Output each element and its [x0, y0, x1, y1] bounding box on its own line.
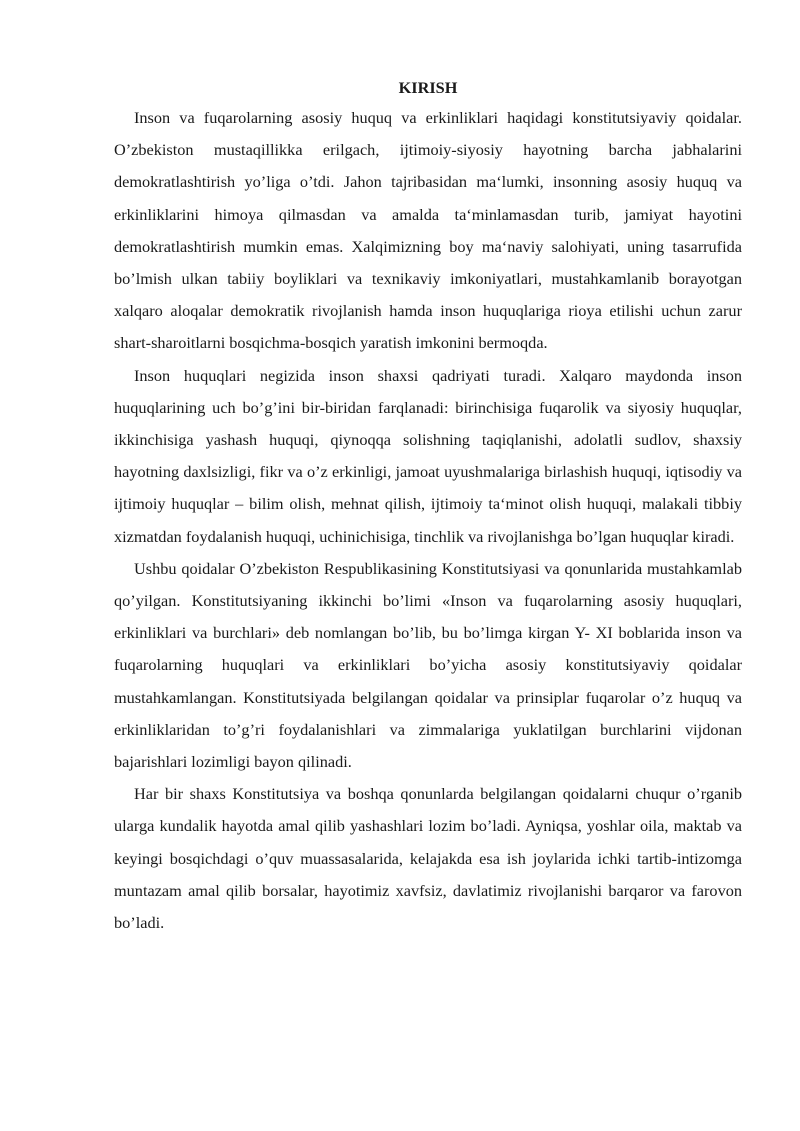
- paragraph-2: Inson huquqlari negizida inson shaxsi qadriyati turadi. Xalqaro maydonda inson huquqlarining uch bo’g’ini bir-biridan farqlanadi: birinchisiga fuqarolik va siyosiy huquqlar, ikkinchisiga yashash huquqi, qiynoqqa solishning taqiqlanishi, adolatli sudlov, shaxsiy hayotning daxlsizligi, fikr va o’z erkinligi, jamoat uyushmalariga birlashish huquqi, iqtisodiy va ijtimoiy huquqlar – bilim olish, mehnat qilish, ijtimoiy ta‘minot olish huquqi, malakali tibbiy xizmatdan foydalanish huquqi, uchinichisiga, tinchlik va rivojlanishga bo’lgan huquqlar kiradi.: [114, 365, 742, 546]
- document-page: [114, 74, 742, 939]
- paragraph-3: Ushbu qoidalar O’zbekiston Respublikasining Konstitutsiyasi va qonunlarida mustahkamlab qo’yilgan. Konstitutsiyaning ikkinchi bo’limi «Inson va fuqarolarning asosiy huquqlari, erkinliklari va burchlari» deb nomlangan bo’lib, bu bo’limga kirgan Y- XI boblarida inson va fuqarolarning huquqlari va erkinliklari bo’yicha asosiy konstitutsiyaviy qoidalar mustahkamlangan. Konstitutsiyada belgilangan qoidalar va prinsiplar fuqarolar o’z huquq va erkinliklaridan to’g’ri foydalanishlari va zimmalariga yuklatilgan burchlarini vijdonan bajarishlari lozimligi bayon qilinadi.: [114, 558, 742, 772]
- paragraph-1: Inson va fuqarolarning asosiy huquq va erkinliklari haqidagi konstitutsiyaviy qoidalar. O’zbekiston mustaqillikka erilgach, ijtimoiy-siyosiy hayotning barcha jabhalarini demokratlashtirish yo’liga o’tdi. Jahon tajribasidan ma‘lumki, insonning asosiy huquq va erkinliklarini himoya qilmasdan va amalda ta‘minlamasdan turib, jamiyat hayotini demokratlashtirish mumkin emas. Xalqimizning boy ma‘naviy salohiyati, uning tasarrufida bo’lmish ulkan tabiiy boyliklari va texnikaviy imkoniyatlari, mustahkamlanib borayotgan xalqaro aloqalar demokratik rivojlanish hamda inson huquqlariga rioya etilishi uchun zarur shart-sharoitlarni bosqichma-bosqich yaratish imkonini bermoqda.: [114, 108, 742, 353]
- paragraph-4: Har bir shaxs Konstitutsiya va boshqa qonunlarda belgilangan qoidalarni chuqur o’rganib ularga kundalik hayotda amal qilib yashashlari lozim bo’ladi. Ayniqsa, yoshlar oila, maktab va keyingi bosqichdagi o’quv muassasalarida, kelajakda esa ish joylarida ichki tartib-intizomga muntazam amal qilib borsalar, hayotimiz xavfsiz, davlatimiz rivojlanishi barqaror va farovon bo’ladi.: [114, 784, 742, 933]
- document-title: KIRISH: [398, 78, 458, 97]
